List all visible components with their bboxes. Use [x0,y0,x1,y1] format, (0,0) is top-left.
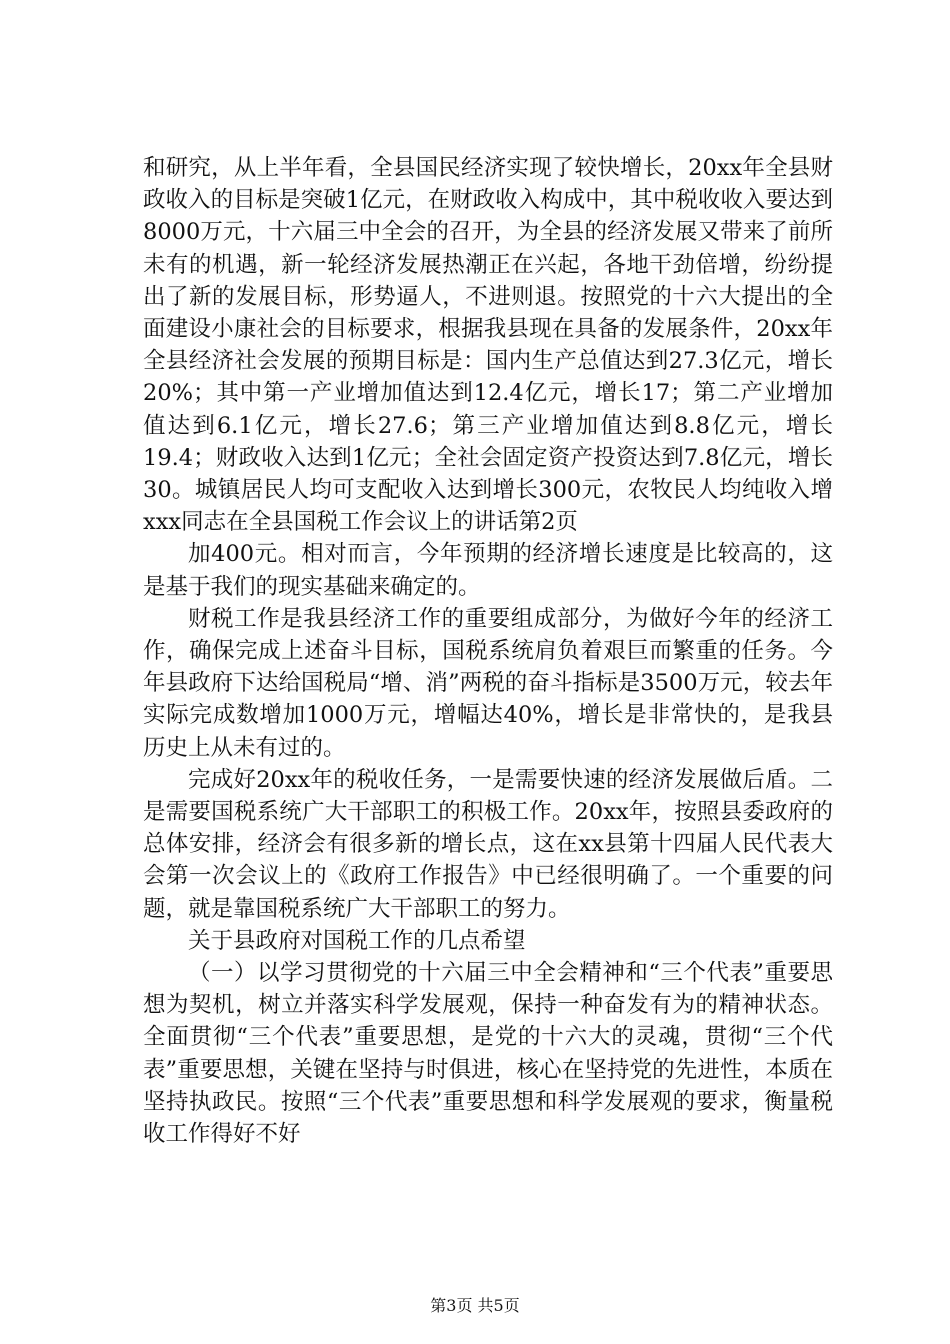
page-footer: 第3页 共5页 [430,1296,520,1315]
section-heading: 关于县政府对国税工作的几点希望 [188,927,526,954]
paragraph-4: 完成好20xx年的税收任务，一是需要快速的经济发展做后盾。二是需要国税系统广大干部职工的积极工作。20xx年，按照县委政府的总体安排，经济会有很多新的增长点，这在xx县第十四届人民代表大会第一次会议上的《政府工作报告》中已经很明确了。一个重要的问题，就是靠国税系统广大干部职工的努力。 [143,766,833,922]
paragraph-5: （一）以学习贯彻党的十六届三中全会精神和“三个代表”重要思想为契机，树立并落实科学发展观，保持一种奋发有为的精神状态。全面贯彻“三个代表”重要思想，是党的十六大的灵魂，贯彻“三个代表”重要思想，关键在坚持与时俱进，核心在坚持党的先进性，本质在坚持执政民。按照“三个代表”重要思想和科学发展观的要求，衡量税收工作得好不好 [143,960,833,1148]
document-body [143,152,833,1150]
paragraph-2: 加400元。相对而言，今年预期的经济增长速度是比较高的，这是基于我们的现实基础来确定的。 [143,541,833,600]
paragraph-1: 和研究，从上半年看，全县国民经济实现了较快增长，20xx年全县财政收入的目标是突破1亿元，在财政收入构成中，其中税收收入要达到8000万元，十六届三中全会的召开，为全县的经济发展又带来了前所未有的机遇，新一轮经济发展热潮正在兴起，各地干劲倍增，纷纷提出了新的发展目标，形势逼人，不进则退。按照党的十六大提出的全面建设小康社会的目标要求，根据我县现在具备的发展条件，20xx年全县经济社会发展的预期目标是：国内生产总值达到27.3亿元，增长20%；其中第一产业增加值达到12.4亿元，增长17；第二产业增加值达到6.1亿元，增长27.6；第三产业增加值达到8.8亿元，增长19.4；财政收入达到1亿元；全社会固定资产投资达到7.8亿元，增长30。城镇居民人均可支配收入达到增长300元，农牧民人均纯收入增xxx同志在全县国税工作会议上的讲话第2页 [143,155,833,536]
paragraph-3: 财税工作是我县经济工作的重要组成部分，为做好今年的经济工作，确保完成上述奋斗目标，国税系统肩负着艰巨而繁重的任务。今年县政府下达给国税局“增、消”两税的奋斗指标是3500万元，较去年实际完成数增加1000万元，增幅达40%，增长是非常快的，是我县历史上从未有过的。 [143,605,833,761]
